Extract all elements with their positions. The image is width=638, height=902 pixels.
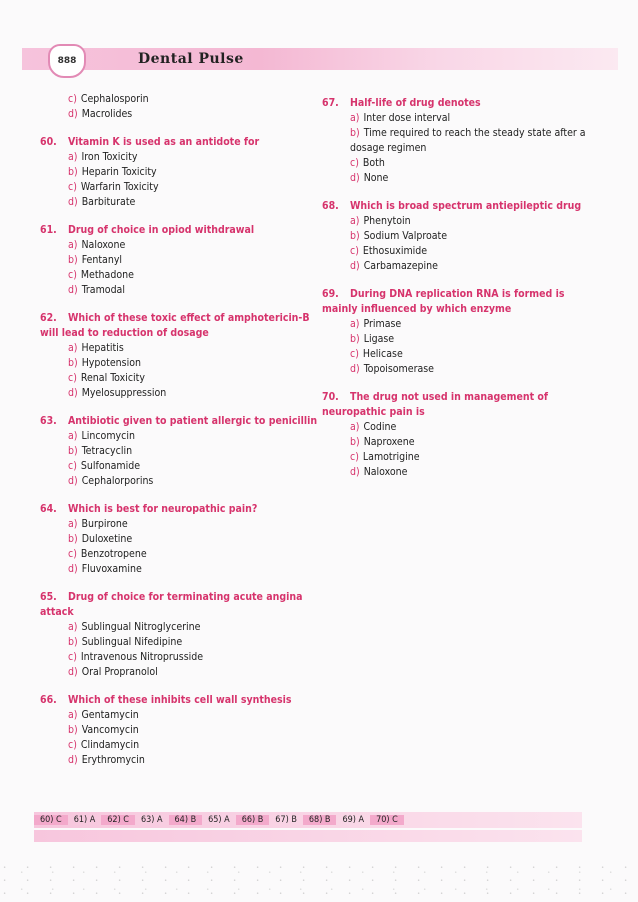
option xyxy=(40,635,320,650)
option-text: Sulfonamide xyxy=(80,460,141,472)
answer-key-item: 61) A xyxy=(73,815,96,825)
option-letter: b) xyxy=(68,357,78,369)
option xyxy=(40,562,320,577)
option-letter: c) xyxy=(68,269,77,281)
header-bar xyxy=(22,48,618,70)
question-text: The drug not used in management of neuropathic pain is xyxy=(322,391,549,418)
option-letter: c) xyxy=(350,157,359,169)
option xyxy=(322,111,602,126)
option-letter: b) xyxy=(68,636,78,648)
option-text: Inter dose interval xyxy=(363,112,451,124)
option xyxy=(322,156,602,171)
question-number: 65. xyxy=(40,591,57,603)
option-text: Sublingual Nitroglycerine xyxy=(81,621,201,633)
question-text: Drug of choice for terminating acute angina attack xyxy=(40,591,303,618)
option-letter: c) xyxy=(68,181,77,193)
option xyxy=(40,620,320,635)
option xyxy=(322,332,602,347)
option: d) Macrolides xyxy=(68,108,133,120)
question-stem xyxy=(322,390,602,420)
option xyxy=(40,150,320,165)
question-text: During DNA replication RNA is formed is mainly influenced by which enzyme xyxy=(322,288,565,315)
option-text: Ligase xyxy=(363,333,395,345)
option-letter: c) xyxy=(68,372,77,384)
option-text: Vancomycin xyxy=(81,724,139,736)
tooth-icon xyxy=(48,44,86,78)
option xyxy=(40,532,320,547)
option-text: Tetracyclin xyxy=(81,445,133,457)
option-text: Cephalorporins xyxy=(81,475,154,487)
question-number: 68. xyxy=(322,200,339,212)
option-text: Oral Propranolol xyxy=(81,666,158,678)
option xyxy=(322,465,602,480)
option-text: Fluvoxamine xyxy=(81,563,142,575)
answer-key-item: 64) B xyxy=(169,815,203,825)
option-letter: d) xyxy=(68,284,78,296)
option xyxy=(40,444,320,459)
option xyxy=(322,420,602,435)
option xyxy=(40,738,320,753)
answer-key-item: 66) B xyxy=(236,815,270,825)
question-text: Drug of choice in opiod withdrawal xyxy=(68,224,255,236)
answer-key-item: 63) A xyxy=(140,815,163,825)
option xyxy=(322,347,602,362)
option xyxy=(40,195,320,210)
option-text: Sodium Valproate xyxy=(363,230,448,242)
option-text: Helicase xyxy=(362,348,403,360)
option-letter: d) xyxy=(68,754,78,766)
question-number: 64. xyxy=(40,503,57,515)
option-text: Burpirone xyxy=(81,518,128,530)
question-text: Antibiotic given to patient allergic to penicillin xyxy=(68,415,318,427)
option xyxy=(40,253,320,268)
question-stem xyxy=(40,502,320,517)
option-letter: d) xyxy=(68,475,78,487)
option-text: Topoisomerase xyxy=(363,363,434,375)
option xyxy=(40,547,320,562)
question-66 xyxy=(40,693,320,768)
option-letter: a) xyxy=(68,239,78,251)
option-text: Erythromycin xyxy=(81,754,145,766)
question-text: Which of these toxic effect of amphotericin-B will lead to reduction of dosage xyxy=(40,312,310,339)
option xyxy=(40,356,320,371)
option-text: Naloxone xyxy=(363,466,408,478)
option-letter: a) xyxy=(68,430,78,442)
option-text: Barbiturate xyxy=(81,196,136,208)
option-text: Ethosuximide xyxy=(362,245,428,257)
option-text: Intravenous Nitroprusside xyxy=(80,651,204,663)
answer-key-underbar xyxy=(34,830,582,842)
question-text: Which is best for neuropathic pain? xyxy=(68,503,258,515)
option-letter: a) xyxy=(350,421,360,433)
option-text: Warfarin Toxicity xyxy=(80,181,159,193)
option-letter: a) xyxy=(68,151,78,163)
option xyxy=(322,259,602,274)
right-column xyxy=(322,96,602,493)
question-stem xyxy=(40,693,320,708)
option-text: Iron Toxicity xyxy=(81,151,138,163)
question-64 xyxy=(40,502,320,577)
option xyxy=(322,317,602,332)
option xyxy=(322,362,602,377)
option-letter: c) xyxy=(350,451,359,463)
continued-options xyxy=(40,92,320,122)
option-letter: d) xyxy=(68,387,78,399)
option-text: Time required to reach the steady state after a dosage regimen xyxy=(350,127,586,154)
option-letter: a) xyxy=(68,621,78,633)
page-number: 888 xyxy=(57,56,77,66)
option-letter: d) xyxy=(350,260,360,272)
option-text: Hypotension xyxy=(81,357,141,369)
option xyxy=(40,268,320,283)
question-62 xyxy=(40,311,320,401)
option xyxy=(40,180,320,195)
answer-key-item: 62) C xyxy=(101,815,135,825)
question-68 xyxy=(322,199,602,274)
option-text: Duloxetine xyxy=(81,533,133,545)
option-letter: b) xyxy=(68,254,78,266)
answer-key-item: 60) C xyxy=(34,815,68,825)
question-number: 62. xyxy=(40,312,57,324)
option-letter: b) xyxy=(68,445,78,457)
option-text: Naloxone xyxy=(81,239,126,251)
question-stem xyxy=(40,311,320,341)
question-number: 60. xyxy=(40,136,57,148)
option-letter: a) xyxy=(68,342,78,354)
question-number: 66. xyxy=(40,694,57,706)
option-text: Phenytoin xyxy=(363,215,411,227)
question-number: 67. xyxy=(322,97,339,109)
option xyxy=(40,459,320,474)
option-text: Naproxene xyxy=(363,436,415,448)
option xyxy=(40,753,320,768)
option-text: Heparin Toxicity xyxy=(81,166,157,178)
brand-title: Dental Pulse xyxy=(138,51,244,67)
option-text: Myelosuppression xyxy=(81,387,167,399)
question-stem xyxy=(322,199,602,214)
scan-speckle xyxy=(0,862,638,902)
option-text: Codine xyxy=(363,421,397,433)
option xyxy=(322,435,602,450)
option-letter: b) xyxy=(350,436,360,448)
option-text: Gentamycin xyxy=(81,709,139,721)
option-letter: d) xyxy=(350,363,360,375)
option xyxy=(322,214,602,229)
option xyxy=(40,474,320,489)
option-text: Lincomycin xyxy=(81,430,135,442)
question-number: 63. xyxy=(40,415,57,427)
option-letter: c) xyxy=(350,245,359,257)
question-stem xyxy=(40,590,320,620)
option xyxy=(40,386,320,401)
option-letter: d) xyxy=(68,666,78,678)
option xyxy=(322,126,602,156)
option-text: Fentanyl xyxy=(81,254,123,266)
option xyxy=(40,371,320,386)
answer-key-item: 65) A xyxy=(208,815,230,825)
answer-key xyxy=(34,812,582,828)
option xyxy=(322,229,602,244)
option-letter: c) xyxy=(68,651,77,663)
answer-key-item: 67) B xyxy=(275,815,297,825)
option-letter: a) xyxy=(350,318,360,330)
question-number: 70. xyxy=(322,391,339,403)
option xyxy=(40,341,320,356)
question-text: Which is broad spectrum antiepileptic drug xyxy=(350,200,582,212)
answer-key-item: 70) C xyxy=(370,815,404,825)
question-stem xyxy=(322,287,602,317)
option-text: Renal Toxicity xyxy=(80,372,145,384)
option-text: Tramodal xyxy=(81,284,125,296)
question-61 xyxy=(40,223,320,298)
question-text: Half-life of drug denotes xyxy=(350,97,481,109)
question-stem xyxy=(40,135,320,150)
option xyxy=(40,283,320,298)
option-text: None xyxy=(363,172,389,184)
option-letter: a) xyxy=(350,112,360,124)
option: c) Cephalosporin xyxy=(68,93,149,105)
option xyxy=(40,723,320,738)
option-letter: c) xyxy=(68,739,77,751)
option xyxy=(40,429,320,444)
question-number: 69. xyxy=(322,288,339,300)
option-letter: b) xyxy=(68,724,78,736)
question-70 xyxy=(322,390,602,480)
question-67 xyxy=(322,96,602,186)
question-63 xyxy=(40,414,320,489)
option-text: Carbamazepine xyxy=(363,260,438,272)
option-text: Primase xyxy=(363,318,402,330)
question-65 xyxy=(40,590,320,680)
left-column xyxy=(40,92,320,781)
question-69 xyxy=(322,287,602,377)
option-text: Hepatitis xyxy=(81,342,124,354)
option-letter: b) xyxy=(350,127,360,139)
answer-key-item: 69) A xyxy=(342,815,365,825)
option-letter: c) xyxy=(350,348,359,360)
option xyxy=(322,450,602,465)
option-letter: b) xyxy=(350,230,360,242)
question-stem xyxy=(40,223,320,238)
option-text: Both xyxy=(362,157,385,169)
option xyxy=(40,238,320,253)
option xyxy=(322,244,602,259)
option-letter: d) xyxy=(350,466,360,478)
option xyxy=(322,171,602,186)
option-letter: d) xyxy=(350,172,360,184)
option-text: Benzotropene xyxy=(80,548,147,560)
option-letter: a) xyxy=(68,709,78,721)
option-letter: c) xyxy=(68,460,77,472)
question-stem xyxy=(40,414,320,429)
option-letter: b) xyxy=(350,333,360,345)
option xyxy=(40,517,320,532)
option-letter: b) xyxy=(68,166,78,178)
question-number: 61. xyxy=(40,224,57,236)
option xyxy=(40,650,320,665)
question-text: Vitamin K is used as an antidote for xyxy=(68,136,260,148)
answer-key-item: 68) B xyxy=(303,815,337,825)
option-text: Sublingual Nifedipine xyxy=(81,636,183,648)
question-text: Which of these inhibits cell wall synthesis xyxy=(68,694,292,706)
question-stem xyxy=(322,96,602,111)
option xyxy=(40,665,320,680)
option-text: Lamotrigine xyxy=(362,451,420,463)
option-letter: d) xyxy=(68,563,78,575)
option-letter: b) xyxy=(68,533,78,545)
option-letter: a) xyxy=(68,518,78,530)
option-text: Methadone xyxy=(80,269,134,281)
option xyxy=(40,165,320,180)
question-60 xyxy=(40,135,320,210)
option-letter: c) xyxy=(68,548,77,560)
option-letter: d) xyxy=(68,196,78,208)
option xyxy=(40,708,320,723)
option-text: Clindamycin xyxy=(80,739,140,751)
option-letter: a) xyxy=(350,215,360,227)
